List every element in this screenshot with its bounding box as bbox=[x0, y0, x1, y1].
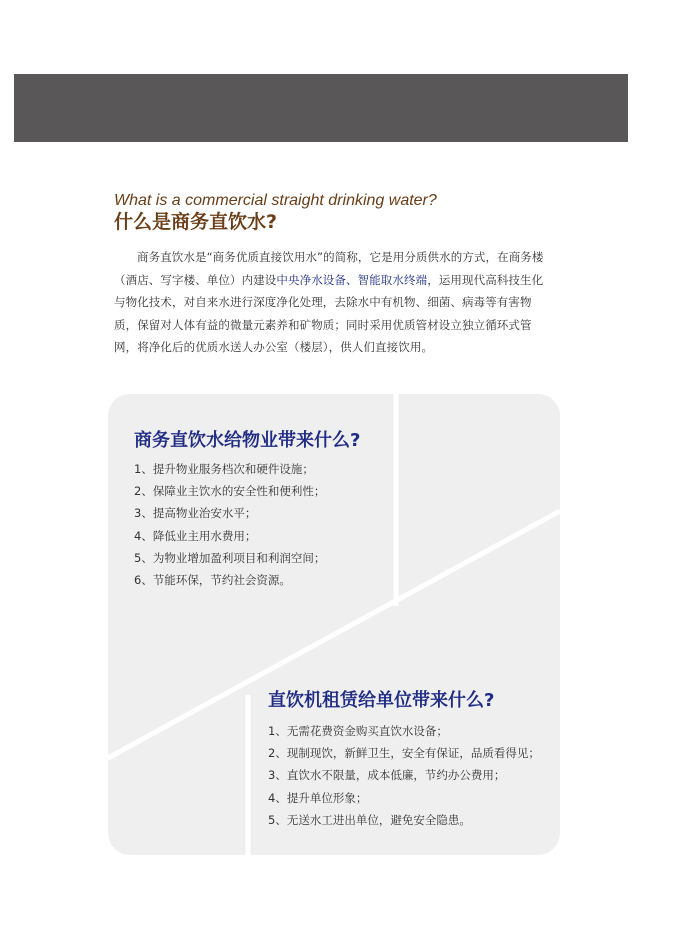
header-banner bbox=[14, 74, 628, 142]
intro-text-part2: ，运用现代高科技生化与物化技术，对自来水进行深度净化处理，去除水中有机物、细菌、病毒等有害物质，保留对人体有益的微量元素养和矿物质；同时采用优质管材设立独立循环式管网，将净化后的优质水送人办公室（楼层），供人们直接饮用。 bbox=[114, 272, 544, 355]
intro-paragraph bbox=[114, 246, 554, 359]
list-item: 4、提升单位形象； bbox=[268, 790, 368, 805]
rental-benefits-list bbox=[268, 720, 540, 831]
intro-text-highlight: 中央净水设备、智能取水终端 bbox=[276, 272, 428, 287]
property-benefits-list bbox=[134, 458, 325, 591]
intro-text-part1: 商务直饮水是“商务优质直接饮用水”的简称，它是用分质供水的方式，在商务楼（酒店、写字楼、单位）内建设 bbox=[114, 250, 544, 287]
list-item: 6、节能环保，节约社会资源。 bbox=[134, 573, 291, 588]
title-chinese: 什么是商务直饮水? bbox=[114, 211, 278, 233]
list-item: 2、保障业主饮水的安全性和便利性； bbox=[134, 484, 326, 499]
list-item: 3、提高物业治安水平； bbox=[134, 506, 257, 521]
property-benefits-title: 商务直饮水给物业带来什么? bbox=[134, 430, 361, 451]
benefits-panel bbox=[108, 394, 560, 855]
list-item: 5、无送水工进出单位，避免安全隐患。 bbox=[268, 812, 471, 827]
rental-benefits-title: 直饮机租赁给单位带来什么? bbox=[268, 690, 495, 711]
list-item: 2、现制现饮，新鲜卫生，安全有保证，品质看得见； bbox=[268, 746, 540, 761]
list-item: 3、直饮水不限量，成本低廉，节约办公费用； bbox=[268, 768, 506, 783]
list-item: 1、无需花费资金购买直饮水设备； bbox=[268, 724, 448, 738]
list-item: 4、降低业主用水费用； bbox=[134, 528, 257, 543]
list-item: 1、提升物业服务档次和硬件设施； bbox=[134, 462, 314, 476]
list-item: 5、为物业增加盈利项目和利润空间； bbox=[134, 550, 326, 565]
title-english: What is a commercial straight drinking water? bbox=[114, 192, 437, 209]
intro-section bbox=[114, 191, 554, 370]
